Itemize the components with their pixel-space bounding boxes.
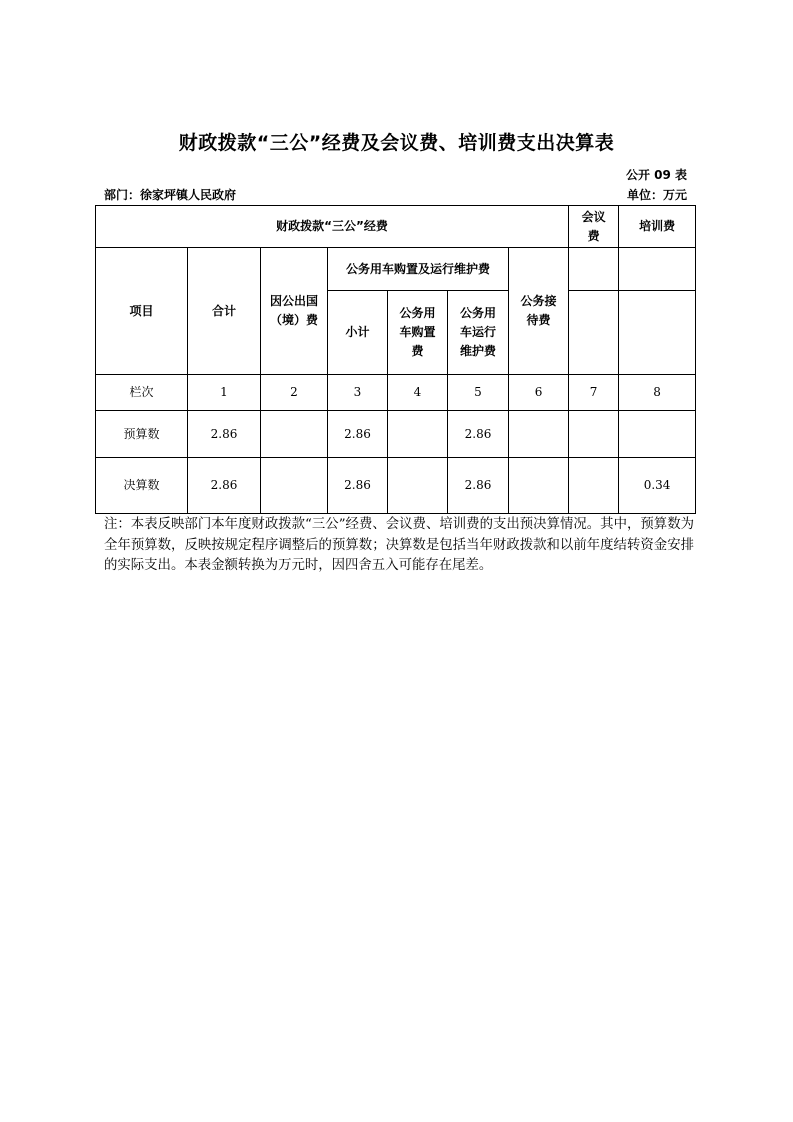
sequence-label: 栏次 — [96, 375, 188, 411]
reception-fee-header: 公务接待费 — [509, 248, 569, 375]
row-label: 预算数 — [96, 411, 188, 458]
table-row-final — [96, 458, 696, 514]
sequence-cell: 1 — [188, 375, 261, 411]
page-title: 财政拨款“三公”经费及会议费、培训费支出决算表 — [178, 132, 615, 154]
vehicle-operation-header: 公务用车运行维护费 — [448, 291, 509, 375]
total-header: 合计 — [188, 248, 261, 375]
value-cell: 2.86 — [328, 458, 388, 514]
value-cell: 2.86 — [188, 411, 261, 458]
sequence-cell: 6 — [509, 375, 569, 411]
value-cell — [569, 458, 619, 514]
value-cell: 2.86 — [448, 458, 509, 514]
training-fee-blank — [619, 248, 696, 291]
value-cell: 2.86 — [448, 411, 509, 458]
vehicle-group-header: 公务用车购置及运行维护费 — [328, 248, 509, 291]
form-number: 公开 09 表 — [625, 168, 687, 182]
value-cell: 0.34 — [619, 458, 696, 514]
sequence-cell: 7 — [569, 375, 619, 411]
training-fee-header: 培训费 — [619, 206, 696, 248]
unit-label: 单位：万元 — [626, 188, 687, 202]
sequence-cell: 2 — [261, 375, 328, 411]
sequence-cell: 3 — [328, 375, 388, 411]
footnote: 注：本表反映部门本年度财政拨款“三公”经费、会议费、培训费的支出预决算情况。其中，预算数为全年预算数，反映按规定程序调整后的预算数；决算数是包括当年财政拨款和以前年度结转资金安排的实际支出。本表金额转换为万元时，因四舍五入可能存在尾差。 — [104, 517, 694, 573]
value-cell: 2.86 — [328, 411, 388, 458]
sequence-cell: 4 — [388, 375, 448, 411]
sequence-cell: 8 — [619, 375, 696, 411]
row-label: 决算数 — [96, 458, 188, 514]
meeting-fee-blank-2 — [569, 291, 619, 375]
value-cell — [261, 411, 328, 458]
sequence-cell: 5 — [448, 375, 509, 411]
department-label: 部门：徐家坪镇人民政府 — [104, 188, 237, 202]
vehicle-purchase-header: 公务用车购置费 — [388, 291, 448, 375]
expenditure-table — [95, 205, 696, 514]
meeting-fee-blank — [569, 248, 619, 291]
header-row-1 — [96, 206, 696, 248]
abroad-fee-header: 因公出国（境）费 — [261, 248, 328, 375]
item-header: 项目 — [96, 248, 188, 375]
value-cell: 2.86 — [188, 458, 261, 514]
value-cell — [509, 411, 569, 458]
header-row-2 — [96, 248, 696, 291]
three-public-header: 财政拨款“三公”经费 — [96, 206, 569, 248]
subtotal-header: 小计 — [328, 291, 388, 375]
training-fee-blank-2 — [619, 291, 696, 375]
value-cell — [619, 411, 696, 458]
value-cell — [388, 411, 448, 458]
meeting-fee-header: 会议费 — [569, 206, 619, 248]
value-cell — [261, 458, 328, 514]
value-cell — [509, 458, 569, 514]
value-cell — [569, 411, 619, 458]
sequence-row — [96, 375, 696, 411]
table-row-budget — [96, 411, 696, 458]
value-cell — [388, 458, 448, 514]
